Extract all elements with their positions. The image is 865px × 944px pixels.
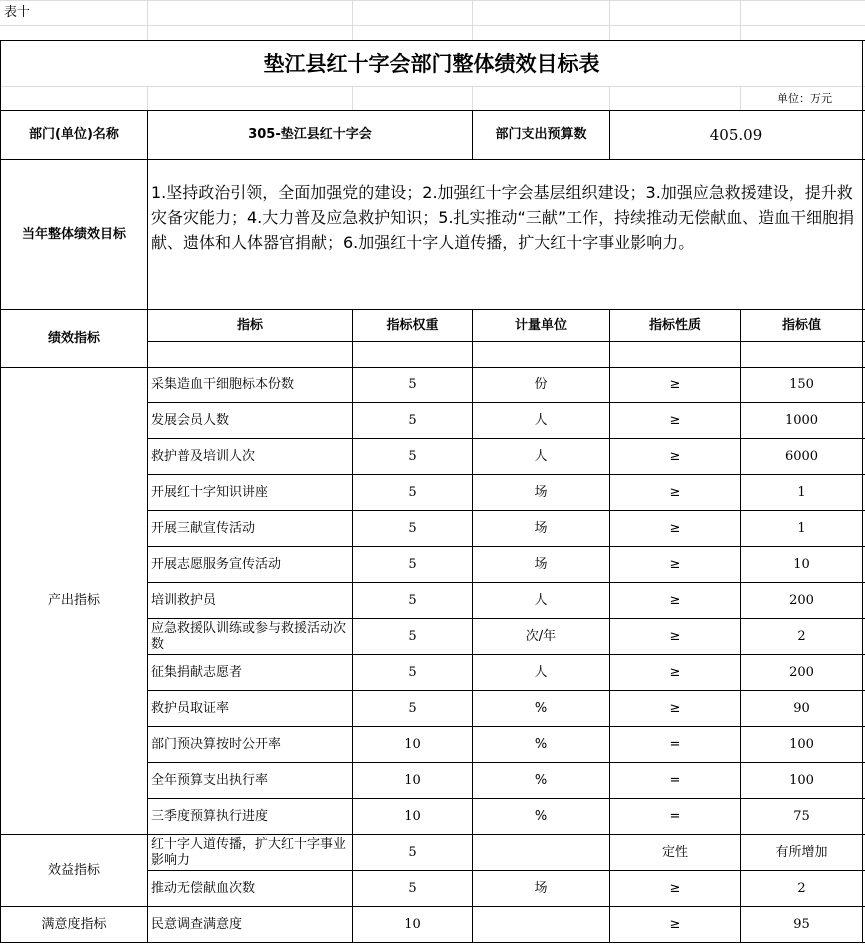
unit-cell: 人 (534, 448, 548, 464)
weight-cell: 5 (408, 377, 417, 392)
gridline (147, 86, 148, 110)
indicator-cell: 开展三献宣传活动 (151, 520, 256, 536)
value-cell: 200 (789, 592, 814, 608)
nature-cell: = (669, 808, 681, 824)
nature-cell: ≥ (669, 880, 681, 896)
weight-cell: 10 (404, 808, 421, 824)
weight-cell: 5 (408, 844, 417, 860)
unit-cell: % (534, 736, 548, 752)
value-cell: 1 (797, 484, 806, 500)
column-header-nature: 指标性质 (648, 317, 701, 333)
group-label-benefit: 效益指标 (47, 862, 100, 878)
column-header-indicator: 指标 (236, 317, 263, 333)
weight-cell: 5 (408, 448, 417, 464)
indicator-cell: 三季度预算执行进度 (151, 808, 269, 824)
unit-cell: 场 (534, 484, 548, 500)
weight-cell: 5 (408, 556, 417, 572)
value-cell: 90 (793, 700, 810, 716)
nature-cell: ≥ (669, 412, 681, 428)
value-cell: 100 (789, 736, 814, 752)
gridline (609, 0, 610, 40)
value-cell: 1 (797, 520, 806, 536)
nature-cell: ≥ (669, 484, 681, 500)
column-header-weight: 指标权重 (386, 317, 439, 333)
unit-cell: 人 (534, 592, 548, 608)
nature-cell: 定性 (661, 844, 688, 860)
weight-cell: 10 (404, 772, 421, 788)
gridline (740, 0, 741, 40)
budget-value: 405.09 (709, 126, 763, 144)
table-border (0, 942, 865, 943)
gridline (352, 86, 353, 110)
table-number-label: 表十 (4, 5, 31, 20)
budget-label: 部门支出预算数 (495, 127, 587, 142)
weight-cell: 5 (408, 628, 417, 644)
unit-cell (473, 835, 609, 870)
nature-cell: = (669, 736, 681, 752)
column-header-unit: 计量单位 (514, 317, 567, 333)
indicator-cell: 推动无偿献血次数 (151, 880, 256, 896)
weight-cell: 5 (408, 484, 417, 500)
gridline (0, 25, 865, 26)
indicator-cell: 培训救护员 (151, 592, 217, 608)
value-cell: 200 (789, 664, 814, 680)
gridline (0, 86, 865, 87)
unit-cell: % (534, 772, 548, 788)
table-border (862, 40, 863, 943)
indicator-cell: 民意调查满意度 (151, 916, 243, 932)
nature-cell: ≥ (669, 916, 681, 932)
column-header-value: 指标值 (781, 317, 821, 333)
value-cell: 2 (797, 628, 806, 644)
group-label-output: 产出指标 (47, 593, 100, 608)
weight-cell: 10 (404, 736, 421, 752)
value-cell: 75 (793, 808, 810, 824)
value-cell: 2 (797, 880, 806, 896)
unit-cell: 场 (534, 880, 548, 896)
annual-goal-label: 当年整体绩效目标 (21, 226, 126, 242)
gridline (147, 0, 148, 40)
performance-indicators-label: 绩效指标 (47, 330, 100, 346)
nature-cell: = (669, 772, 681, 788)
unit-cell: 次/年 (525, 628, 557, 644)
value-cell: 6000 (784, 448, 819, 464)
indicator-cell: 应急救援队训练或参与救援活动次数 (151, 620, 347, 652)
unit-cell: 场 (534, 520, 548, 536)
weight-cell: 5 (408, 412, 417, 428)
unit-cell: 人 (534, 412, 548, 428)
indicator-cell: 救护普及培训人次 (151, 448, 256, 464)
value-cell: 有所增加 (775, 844, 828, 860)
unit-cell: 份 (534, 377, 548, 392)
indicator-cell: 征集捐献志愿者 (151, 664, 243, 680)
weight-cell: 10 (404, 916, 421, 932)
unit-note: 单位：万元 (777, 91, 832, 105)
table-border (147, 341, 865, 342)
gridline (352, 0, 353, 40)
unit-cell: 场 (534, 556, 548, 572)
weight-cell: 5 (408, 664, 417, 680)
nature-cell: ≥ (669, 628, 681, 644)
nature-cell: ≥ (669, 700, 681, 716)
unit-cell: 人 (534, 664, 548, 680)
dept-name-label: 部门(单位)名称 (29, 127, 119, 142)
indicator-cell: 部门预决算按时公开率 (151, 736, 282, 752)
annual-goal-text: 1.坚持政治引领，全面加强党的建设；2.加强红十字会基层组织建设；3.加强应急救援建设，提升救灾备灾能力；4.大力普及应急救护知识；5.扎实推动“三献”工作，持续推动无偿献血、造血干细胞捐献、遗体和人体器官捐献；6.加强红十字人道传播，扩大红十字事业影响力。 (151, 183, 855, 252)
nature-cell: ≥ (669, 592, 681, 608)
weight-cell: 5 (408, 880, 417, 896)
indicator-cell: 发展会员人数 (151, 412, 230, 428)
unit-cell (473, 907, 609, 942)
indicator-cell: 全年预算支出执行率 (151, 772, 269, 788)
indicator-cell: 采集造血干细胞标本份数 (151, 377, 295, 392)
nature-cell: ≥ (669, 377, 681, 392)
indicator-cell: 开展志愿服务宣传活动 (151, 556, 282, 572)
nature-cell: ≥ (669, 520, 681, 536)
gridline (472, 86, 473, 110)
value-cell: 1000 (784, 412, 819, 428)
nature-cell: ≥ (669, 448, 681, 464)
gridline (609, 86, 610, 110)
unit-cell: % (534, 700, 548, 716)
group-label-satisfaction: 满意度指标 (41, 916, 107, 932)
gridline (472, 0, 473, 40)
dept-name-value: 305-垫江县红十字会 (248, 127, 372, 142)
value-cell: 95 (793, 916, 810, 932)
indicator-cell: 救护员取证率 (151, 700, 230, 716)
value-cell: 150 (789, 377, 814, 392)
value-cell: 10 (793, 556, 810, 572)
indicator-cell: 开展红十字知识讲座 (151, 484, 269, 500)
value-cell: 100 (789, 772, 814, 788)
nature-cell: ≥ (669, 556, 681, 572)
weight-cell: 5 (408, 700, 417, 716)
page-title: 垫江县红十字会部门整体绩效目标表 (263, 51, 600, 76)
nature-cell: ≥ (669, 664, 681, 680)
weight-cell: 5 (408, 520, 417, 536)
indicator-cell: 红十字人道传播，扩大红十字事业影响力 (151, 836, 347, 868)
unit-cell: % (534, 808, 548, 824)
weight-cell: 5 (408, 592, 417, 608)
